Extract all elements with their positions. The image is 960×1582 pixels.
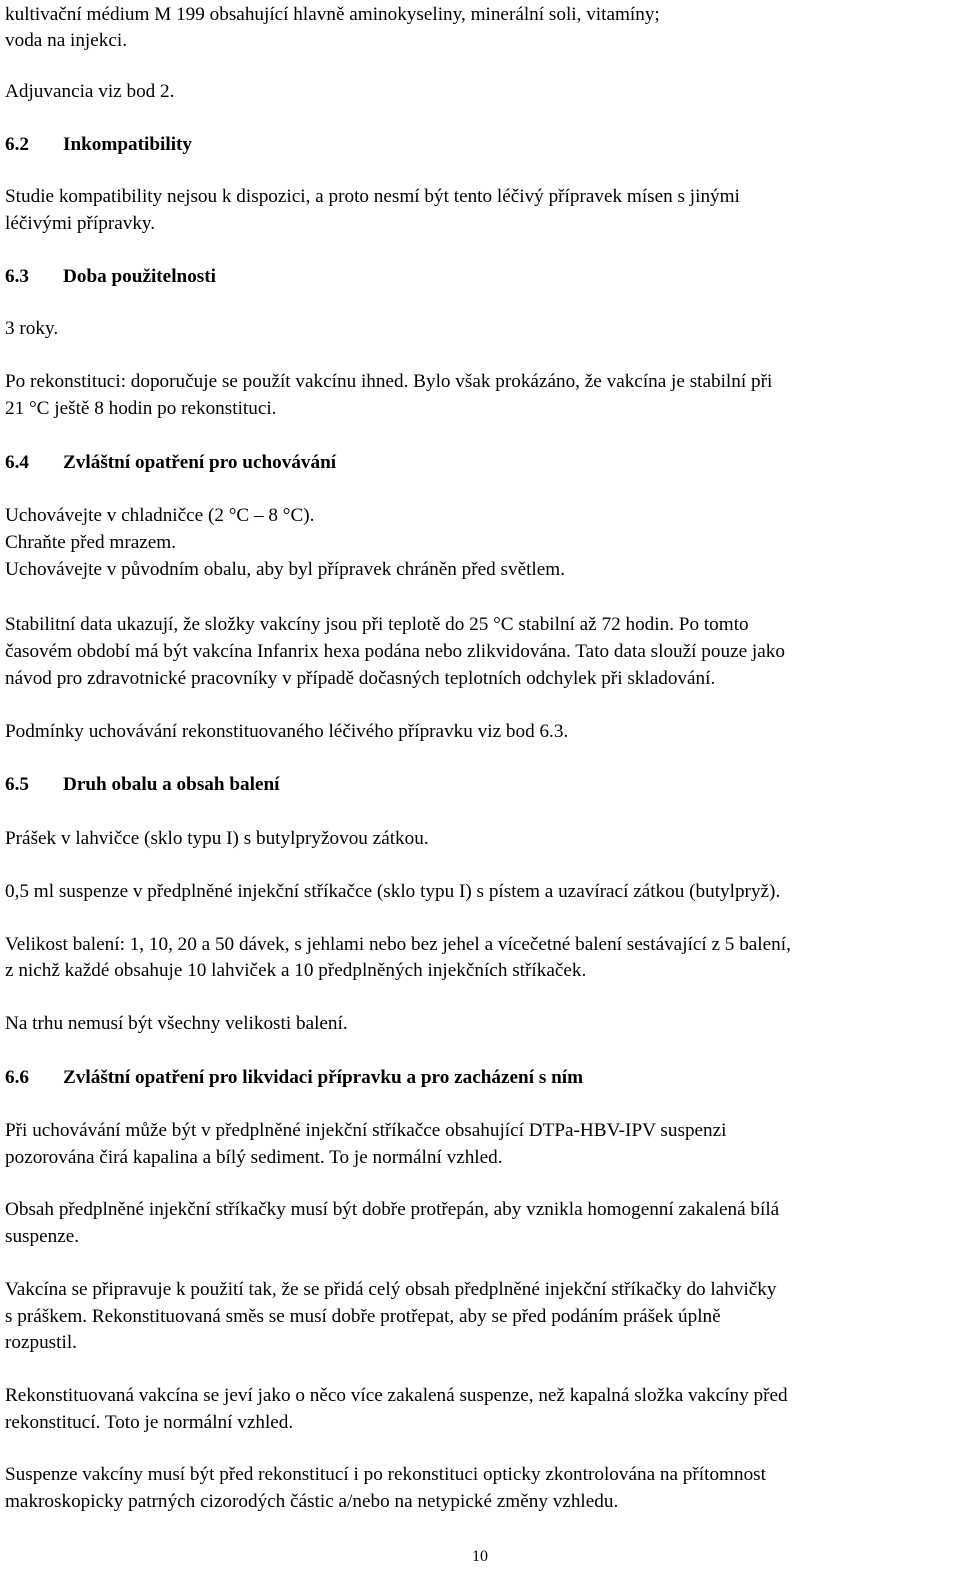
paragraph-line: Vakcína se připravuje k použití tak, že se přidá celý obsah předplněné injekční stříkačky do lahvičky [5, 1279, 777, 1300]
paragraph-line: Suspenze vakcíny musí být před rekonstitucí i po rekonstituci opticky zkontrolována na přítomnost [5, 1464, 766, 1485]
section-number: 6.6 [5, 1067, 29, 1088]
paragraph-line: Chraňte před mrazem. [5, 532, 177, 553]
intro-text-line: voda na injekci. [5, 30, 128, 51]
paragraph-line: rekonstitucí. Toto je normální vzhled. [5, 1412, 294, 1433]
paragraph-line: léčivými přípravky. [5, 213, 156, 234]
section-number: 6.3 [5, 266, 29, 287]
section-number: 6.2 [5, 134, 29, 155]
section-title: Doba použitelnosti [63, 266, 216, 287]
paragraph-line: makroskopicky patrných cizorodých částic a/nebo na netypické změny vzhledu. [5, 1491, 619, 1512]
paragraph-line: časovém období má být vakcína Infanrix hexa podána nebo zlikvidována. Tato data slouží pouze jako [5, 641, 785, 662]
paragraph-line: Při uchovávání může být v předplněné injekční stříkačce obsahující DTPa-HBV-IPV suspenzi [5, 1120, 727, 1141]
section-heading-6-2 [5, 132, 192, 159]
paragraph-line: 21 °C ještě 8 hodin po rekonstituci. [5, 398, 277, 419]
paragraph-line: rozpustil. [5, 1332, 77, 1353]
paragraph-line: Studie kompatibility nejsou k dispozici, a proto nesmí být tento léčivý přípravek mísen s jinými [5, 186, 740, 207]
paragraph-line: z nichž každé obsahuje 10 lahviček a 10 předplněných injekčních stříkaček. [5, 960, 587, 981]
section-title: Zvláštní opatření pro likvidaci přípravku a pro zacházení s ním [63, 1067, 584, 1088]
paragraph-line: pozorována čirá kapalina a bílý sediment. To je normální vzhled. [5, 1147, 503, 1168]
section-number: 6.5 [5, 774, 29, 795]
adjuvant-text: Adjuvancia viz bod 2. [5, 81, 175, 102]
section-heading-6-4 [5, 450, 336, 477]
paragraph-line: Podmínky uchovávání rekonstituovaného léčivého přípravku viz bod 6.3. [5, 721, 569, 742]
paragraph-line: 3 roky. [5, 318, 59, 339]
paragraph-line: Rekonstituovaná vakcína se jeví jako o něco více zakalená suspenze, než kapalná složka vakcíny před [5, 1385, 788, 1406]
section-heading-6-5 [5, 772, 279, 799]
page-number: 10 [472, 1548, 488, 1565]
paragraph-line: suspenze. [5, 1226, 80, 1247]
paragraph-line: Po rekonstituci: doporučuje se použít vakcínu ihned. Bylo však prokázáno, že vakcína je stabilní při [5, 371, 773, 392]
paragraph-line: Velikost balení: 1, 10, 20 a 50 dávek, s jehlami nebo bez jehel a vícečetné balení sestávající z 5 balení, [5, 934, 791, 955]
paragraph-line: s práškem. Rekonstituovaná směs se musí dobře protřepat, aby se před podáním prášek úplně [5, 1306, 721, 1327]
intro-text-line: kultivační médium M 199 obsahující hlavně aminokyseliny, minerální soli, vitamíny; [5, 4, 660, 25]
section-title: Druh obalu a obsah balení [63, 774, 280, 795]
section-heading-6-6 [5, 1065, 583, 1092]
section-title: Inkompatibility [63, 134, 193, 155]
paragraph-line: Na trhu nemusí být všechny velikosti balení. [5, 1013, 348, 1034]
section-number: 6.4 [5, 452, 29, 473]
paragraph-line: Stabilitní data ukazují, že složky vakcíny jsou při teplotě do 25 °C stabilní až 72 hodin. Po tomto [5, 614, 749, 635]
section-heading-6-3 [5, 264, 216, 291]
paragraph-line: Prášek v lahvičce (sklo typu I) s butylpryžovou zátkou. [5, 828, 429, 849]
section-title: Zvláštní opatření pro uchovávání [63, 452, 337, 473]
paragraph-line: Uchovávejte v chladničce (2 °C – 8 °C). [5, 505, 315, 526]
paragraph-line: návod pro zdravotnické pracovníky v případě dočasných teplotních odchylek při skladování. [5, 668, 716, 689]
paragraph-line: Uchovávejte v původním obalu, aby byl přípravek chráněn před světlem. [5, 559, 565, 580]
paragraph-line: Obsah předplněné injekční stříkačky musí být dobře protřepán, aby vznikla homogenní zakalená bílá [5, 1199, 780, 1220]
paragraph-line: 0,5 ml suspenze v předplněné injekční stříkačce (sklo typu I) s pístem a uzavírací zátkou (butylpryž). [5, 881, 781, 902]
